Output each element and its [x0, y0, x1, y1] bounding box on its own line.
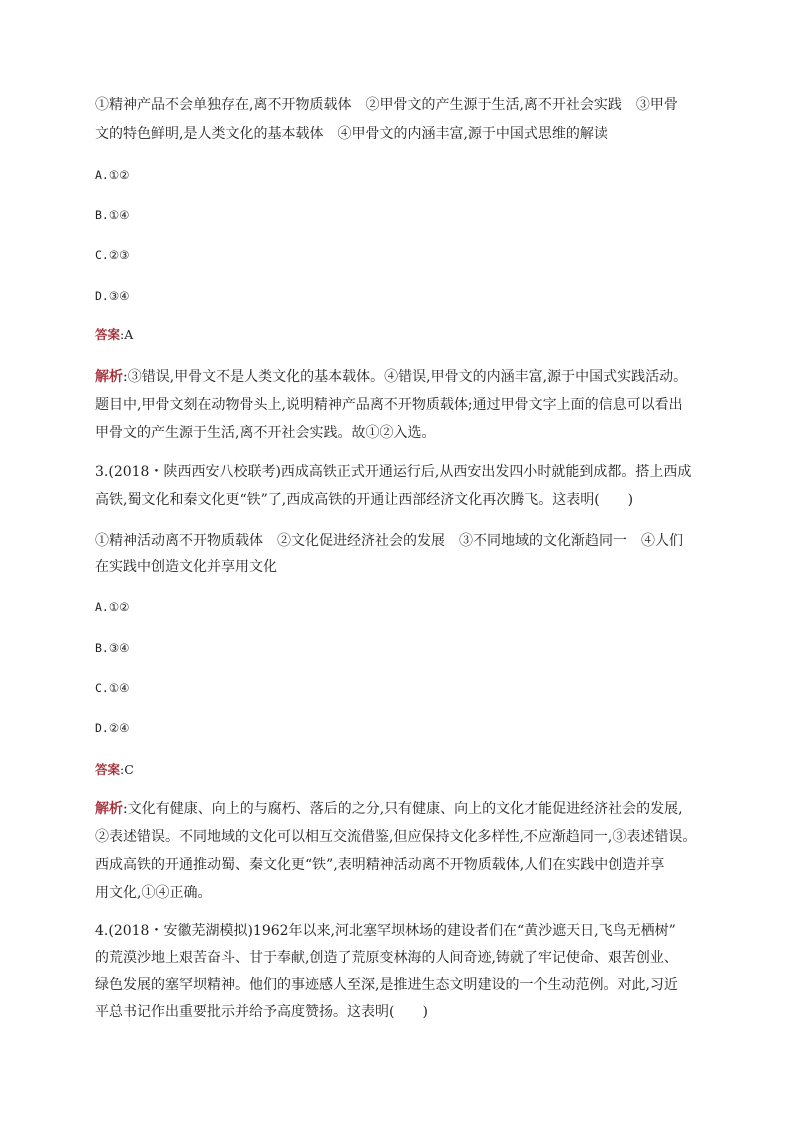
q4-stem-line2: 的荒漠沙地上艰苦奋斗、甘于奉献,创造了荒原变林海的人间奇迹,铸就了牢记使命、艰苦创业、 [95, 950, 678, 966]
q3-analysis-label: 解析 [95, 801, 123, 817]
q2-statements-line2: 文的特色鲜明,是人类文化的基本载体 ④甲骨文的内涵丰富,源于中国式思维的解读 [95, 126, 608, 142]
q2-statements-line1: ①精神产品不会单独存在,离不开物质载体 ②甲骨文的产生源于生活,离不开社会实践 ③甲骨 [95, 97, 678, 113]
q3-answer-value: :C [120, 762, 134, 777]
q2-option-a: A.①② [95, 168, 130, 182]
q3-statements-line2: 在实践中创造文化并享用文化 [95, 559, 277, 575]
q2-analysis-line3: 甲骨文的产生源于生活,离不开社会实践。故①②入选。 [95, 425, 436, 441]
q2-analysis-label: 解析 [95, 369, 123, 385]
q3-analysis-text1: :文化有健康、向上的与腐朽、落后的之分,只有健康、向上的文化才能促进经济社会的发展, [123, 801, 683, 817]
q3-option-c: C.①④ [95, 681, 130, 695]
q2-answer-value: :A [120, 327, 134, 342]
q3-analysis-line3: 西成高铁的开通推动蜀、秦文化更“铁”,表明精神活动离不开物质载体,人们在实践中创造并享 [95, 857, 665, 873]
q3-analysis-line2: ②表述错误。不同地域的文化可以相互交流借鉴,但应保持文化多样性,不应渐趋同一,③表述错误。 [95, 829, 697, 845]
q3-option-d: D.②④ [95, 721, 130, 735]
q3-stem-line2: 高铁,蜀文化和秦文化更“铁”了,西成高铁的开通让西部经济文化再次腾飞。这表明( ) [95, 492, 634, 508]
q3-answer-label: 答案 [95, 762, 121, 777]
q2-analysis-line2: 题目中,甲骨文刻在动物骨头上,说明精神产品离不开物质载体;通过甲骨文字上面的信息可以看出 [95, 397, 683, 413]
q3-option-b: B.③④ [95, 641, 130, 655]
q3-stem-line1: 3.(2018・陕西西安八校联考)西成高铁正式开通运行后,从西安出发四小时就能到成都。搭上西成 [95, 464, 692, 480]
q2-analysis-line1 [95, 368, 687, 386]
q3-statements-line1: ①精神活动离不开物质载体 ②文化促进经济社会的发展 ③不同地域的文化渐趋同一 ④人们 [95, 533, 683, 549]
q2-analysis-text1: :③错误,甲骨文不是人类文化的基本载体。④错误,甲骨文的内涵丰富,源于中国式实践活动。 [123, 369, 688, 385]
q3-option-a: A.①② [95, 600, 130, 614]
q2-option-b: B.①④ [95, 208, 130, 222]
q3-analysis-line1 [95, 800, 683, 818]
q2-answer-label: 答案 [95, 327, 121, 342]
q4-stem-line3: 绿色发展的塞罕坝精神。他们的事迹感人至深,是推进生态文明建设的一个生动范例。对此,习近 [95, 977, 678, 993]
q4-stem-line1: 4.(2018・安徽芜湖模拟)1962年以来,河北塞罕坝林场的建设者们在“黄沙遮天日,飞鸟无栖树” [95, 923, 676, 939]
q2-option-d: D.③④ [95, 289, 130, 303]
q3-analysis-line4: 用文化,①④正确。 [95, 885, 212, 901]
q3-answer [95, 761, 134, 779]
q2-answer [95, 326, 133, 344]
q2-option-c: C.②③ [95, 248, 130, 262]
q4-stem-line4: 平总书记作出重要批示并给予高度赞扬。这表明( ) [95, 1004, 428, 1020]
